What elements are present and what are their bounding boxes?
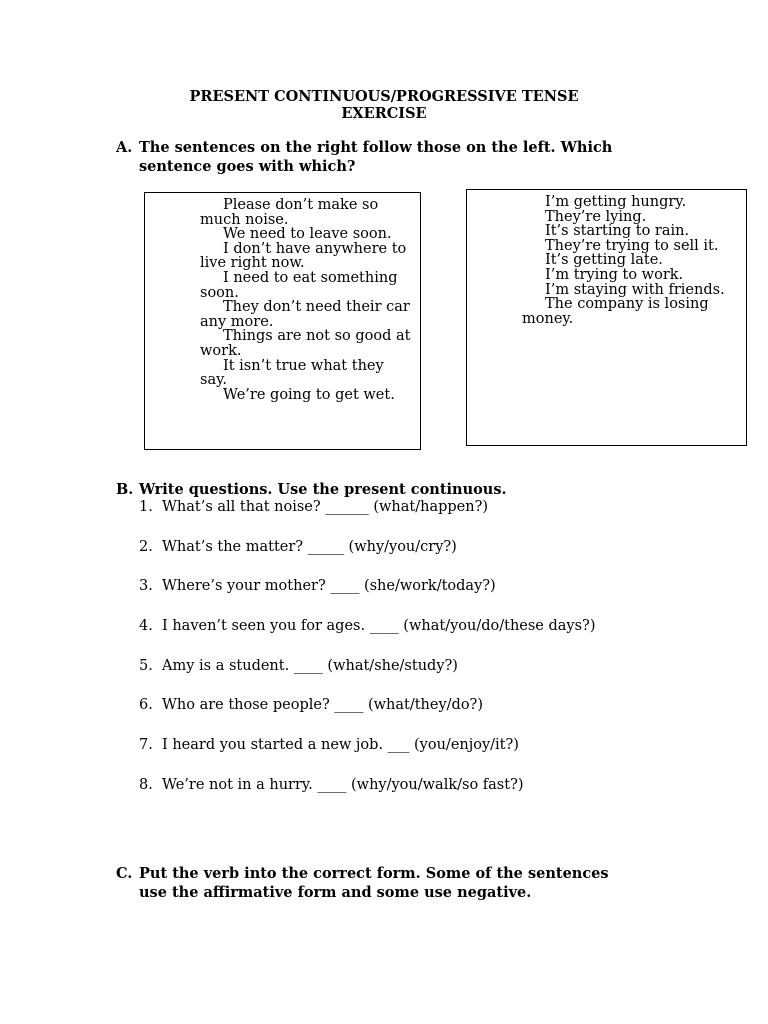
section-a-heading-line1: The sentences on the right follow those on the left. Which	[139, 139, 613, 156]
right-sentence: It’s getting late.	[545, 252, 663, 269]
question-text: We’re not in a hurry. ____ (why/you/walk/so fast?)	[162, 776, 524, 793]
question-item	[139, 498, 596, 538]
right-sentence: The company is losing money.	[522, 296, 709, 327]
question-item	[139, 617, 596, 657]
question-number: 1.	[139, 499, 153, 515]
left-sentence: We need to leave soon.	[223, 226, 392, 243]
left-sentence: I need to eat something soon.	[200, 269, 398, 301]
left-sentence: Things are not so good at work.	[200, 328, 411, 359]
question-number: 7.	[139, 737, 153, 754]
right-sentence: They’re lying.	[545, 208, 647, 225]
section-b-heading-text: Write questions. Use the present continuous.	[139, 481, 507, 498]
left-sentence: We’re going to get wet.	[223, 386, 395, 403]
section-c-heading-line1: Put the verb into the correct form. Some of the sentences	[139, 865, 609, 882]
right-sentence: I’m trying to work.	[545, 266, 684, 283]
left-sentence: It isn’t true what they say.	[200, 357, 384, 389]
question-text: I haven’t seen you for ages. ____ (what/you/do/these days?)	[162, 618, 596, 635]
question-item	[139, 736, 596, 776]
section-c-heading-line2: use the affirmative form and some use negative.	[139, 884, 532, 901]
right-sentence: I’m staying with friends.	[545, 281, 725, 298]
question-item	[139, 577, 596, 617]
question-item	[139, 538, 596, 578]
question-text: What’s all that noise? ______ (what/happen?)	[162, 499, 489, 515]
question-item	[139, 696, 596, 736]
question-text: Where’s your mother? ____ (she/work/today?)	[162, 578, 496, 595]
left-sentence: They don’t need their car any more.	[200, 299, 410, 330]
worksheet-title: PRESENT CONTINUOUS/PROGRESSIVE TENSE	[189, 88, 579, 105]
question-number: 4.	[139, 618, 153, 635]
left-sentences-box	[144, 192, 421, 450]
right-sentence: I’m getting hungry.	[545, 194, 687, 210]
right-sentences-box	[466, 189, 747, 446]
section-c-heading	[116, 864, 676, 902]
left-sentence: I don’t have anywhere to live right now.	[200, 240, 407, 272]
section-b-heading	[116, 480, 676, 499]
question-item	[139, 776, 596, 816]
left-sentence: Please don’t make so much noise.	[200, 197, 379, 228]
question-number: 5.	[139, 657, 153, 674]
question-number: 3.	[139, 578, 153, 595]
question-item	[139, 657, 596, 697]
question-number: 6.	[139, 697, 153, 714]
section-b-letter: B.	[116, 481, 134, 498]
question-number: 2.	[139, 538, 153, 555]
question-text: I heard you started a new job. ___ (you/enjoy/it?)	[162, 737, 519, 754]
section-a-heading	[116, 138, 676, 176]
question-number: 8.	[139, 776, 153, 793]
question-text: Who are those people? ____ (what/they/do?)	[162, 697, 483, 714]
worksheet-subtitle: EXERCISE	[341, 105, 427, 122]
question-text: Amy is a student. ____ (what/she/study?)	[162, 657, 458, 674]
section-a-letter: A.	[116, 139, 133, 156]
section-c-letter: C.	[116, 865, 133, 882]
right-sentence: They’re trying to sell it.	[545, 237, 719, 254]
right-sentence: It’s starting to rain.	[545, 223, 690, 240]
question-text: What’s the matter? _____ (why/you/cry?)	[162, 538, 457, 555]
question-list	[139, 498, 596, 816]
section-a-heading-line2: sentence goes with which?	[139, 158, 356, 175]
